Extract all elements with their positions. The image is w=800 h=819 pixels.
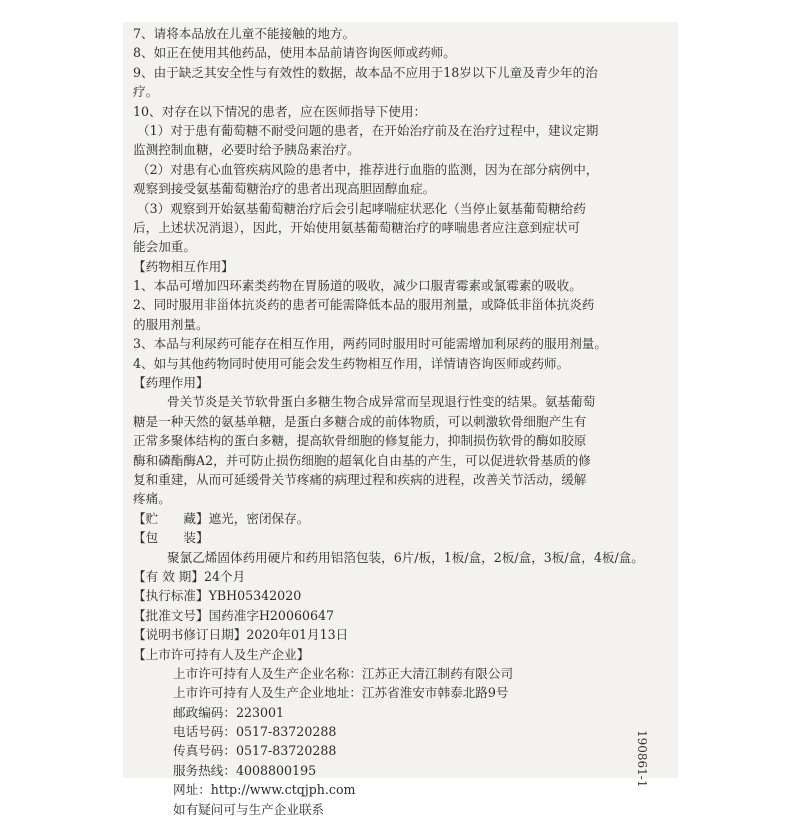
website-label: 网址： [173, 782, 211, 798]
precaution-8: 8、如正在使用其他药品，使用本品前请咨询医师或药师。 [133, 45, 456, 61]
precaution-10-3-end: 能会加重。 [133, 239, 196, 255]
hotline-row [133, 761, 665, 780]
storage-heading: 【贮 藏】 [133, 510, 209, 526]
precaution-10-2: （2）对患有心血管疾病风险的患者中，推荐进行血脂的监测，因为在部分病例中， [137, 161, 599, 177]
leaflet-page [123, 22, 678, 817]
postal-code-value: 223001 [235, 704, 285, 720]
validity-value: 24个月 [203, 568, 246, 584]
pharmacology-line: 疼痛。 [133, 491, 171, 507]
precaution-10-1: （1）对于患有葡萄糖不耐受问题的患者，在开始治疗前及在治疗过程中，建议定期 [137, 122, 599, 138]
standard-value: YBH05342020 [208, 588, 302, 604]
precaution-7: 7、请将本品放在儿童不能接触的地方。 [133, 26, 356, 41]
standard-heading: 【执行标准】 [133, 588, 209, 604]
postal-code-label: 邮政编码： [173, 704, 236, 720]
holder-address-value: 江苏省淮安市韩泰北路9号 [361, 685, 509, 701]
standard-row [133, 586, 665, 605]
revision-row [133, 625, 665, 644]
holder-address-row [133, 683, 665, 702]
interactions-heading: 【药物相互作用】 [133, 258, 234, 274]
approval-heading: 【批准文号】 [133, 607, 209, 623]
approval-value: 国药准字H20060647 [208, 607, 335, 623]
validity-row [133, 567, 665, 586]
interaction-3: 3、本品与利尿药可能存在相互作用，两药同时服用时可能需增加利尿药的服用剂量。 [133, 336, 607, 352]
fax-row [133, 741, 665, 760]
storage-value: 遮光，密闭保存。 [208, 510, 310, 526]
revision-value: 2020年01月13日 [246, 627, 349, 643]
validity-heading: 【有 效 期】 [133, 568, 204, 584]
pharmacology-line: 正常多聚体结构的蛋白多糖，提高软骨细胞的修复能力，抑制损伤软骨的酶如胶原 [133, 433, 587, 449]
precaution-10: 10、对存在以下情况的患者，应在医师指导下使用： [133, 103, 427, 119]
holder-name-value: 江苏正大清江制药有限公司 [361, 665, 514, 681]
pharmacology-line: 糖是一种天然的氨基单糖，是蛋白多糖合成的前体物质，可以刺激软骨细胞产生有 [133, 413, 587, 429]
interaction-2: 2、同时服用非甾体抗炎药的患者可能需降低本品的服用剂量，或降低非甾体抗炎药 [133, 297, 595, 313]
holder-address-label: 上市许可持有人及生产企业地址： [173, 685, 362, 701]
storage-row [133, 509, 665, 528]
hotline-value: 4008800195 [235, 762, 317, 778]
packaging-heading: 【包 装】 [133, 530, 209, 546]
fax-label: 传真号码： [173, 743, 236, 759]
postal-code-row [133, 703, 665, 722]
website-value: http://www.ctqjph.com [210, 782, 356, 798]
interaction-4: 4、如与其他药物同时使用可能会发生药物相互作用，详情请咨询医师或药师。 [133, 355, 570, 371]
website-row [133, 780, 665, 799]
pharmacology-line: 酶和磷酯酶A2，并可防止损伤细胞的超氧化自由基的产生，可以促进软骨基质的修 [133, 452, 591, 468]
precaution-9: 9、由于缺乏其安全性与有效性的数据，故本品不应用于18岁以下儿童及青少年的治 [133, 64, 598, 80]
holder-name-row [133, 664, 665, 683]
holder-name-label: 上市许可持有人及生产企业名称： [173, 665, 362, 681]
phone-label: 电话号码： [173, 724, 236, 740]
leaflet-text [133, 24, 665, 819]
revision-heading: 【说明书修订日期】 [133, 627, 247, 643]
approval-row [133, 606, 665, 625]
packaging-value: 聚氯乙烯固体药用硬片和药用铝箔包装，6片/板，1板/盒，2板/盒，3板/盒，4板/盒。 [167, 549, 644, 565]
precaution-10-1-cont: 监测控制血糖，必要时给予胰岛素治疗。 [133, 142, 360, 158]
precaution-10-3: （3）观察到开始氨基葡萄糖治疗后会引起哮喘症状恶化（当停止氨基葡萄糖给药 [137, 200, 586, 216]
holder-heading: 【上市许可持有人及生产企业】 [133, 646, 310, 662]
precaution-10-3-cont: 后，上述状况消退），因此，开始使用氨基葡萄糖治疗的哮喘患者应注意到症状可 [133, 219, 581, 235]
pharmacology-line: 骨关节炎是关节软骨蛋白多糖生物合成异常而呈现退行性变的结果。氨基葡萄 [167, 394, 596, 410]
print-code: 190861-1 [635, 730, 649, 788]
pharmacology-heading: 【药理作用】 [133, 375, 209, 391]
phone-value: 0517-83720288 [235, 724, 337, 740]
phone-row [133, 722, 665, 741]
precaution-9-cont: 疗。 [133, 84, 159, 100]
hotline-label: 服务热线： [173, 762, 236, 778]
interaction-1: 1、本品可增加四环素类药物在胃肠道的吸收，减少口服青霉素或氯霉素的吸收。 [133, 278, 582, 294]
interaction-2-cont: 的服用剂量。 [133, 316, 209, 332]
contact-note: 如有疑问可与生产企业联系 [173, 801, 325, 817]
fax-value: 0517-83720288 [235, 743, 337, 759]
pharmacology-line: 复和重建，从而可延缓骨关节疼痛的病理过程和疾病的进程，改善关节活动，缓解 [133, 471, 587, 487]
precaution-10-2-cont: 观察到接受氨基葡萄糖治疗的患者出现高胆固醇血症。 [133, 181, 436, 197]
